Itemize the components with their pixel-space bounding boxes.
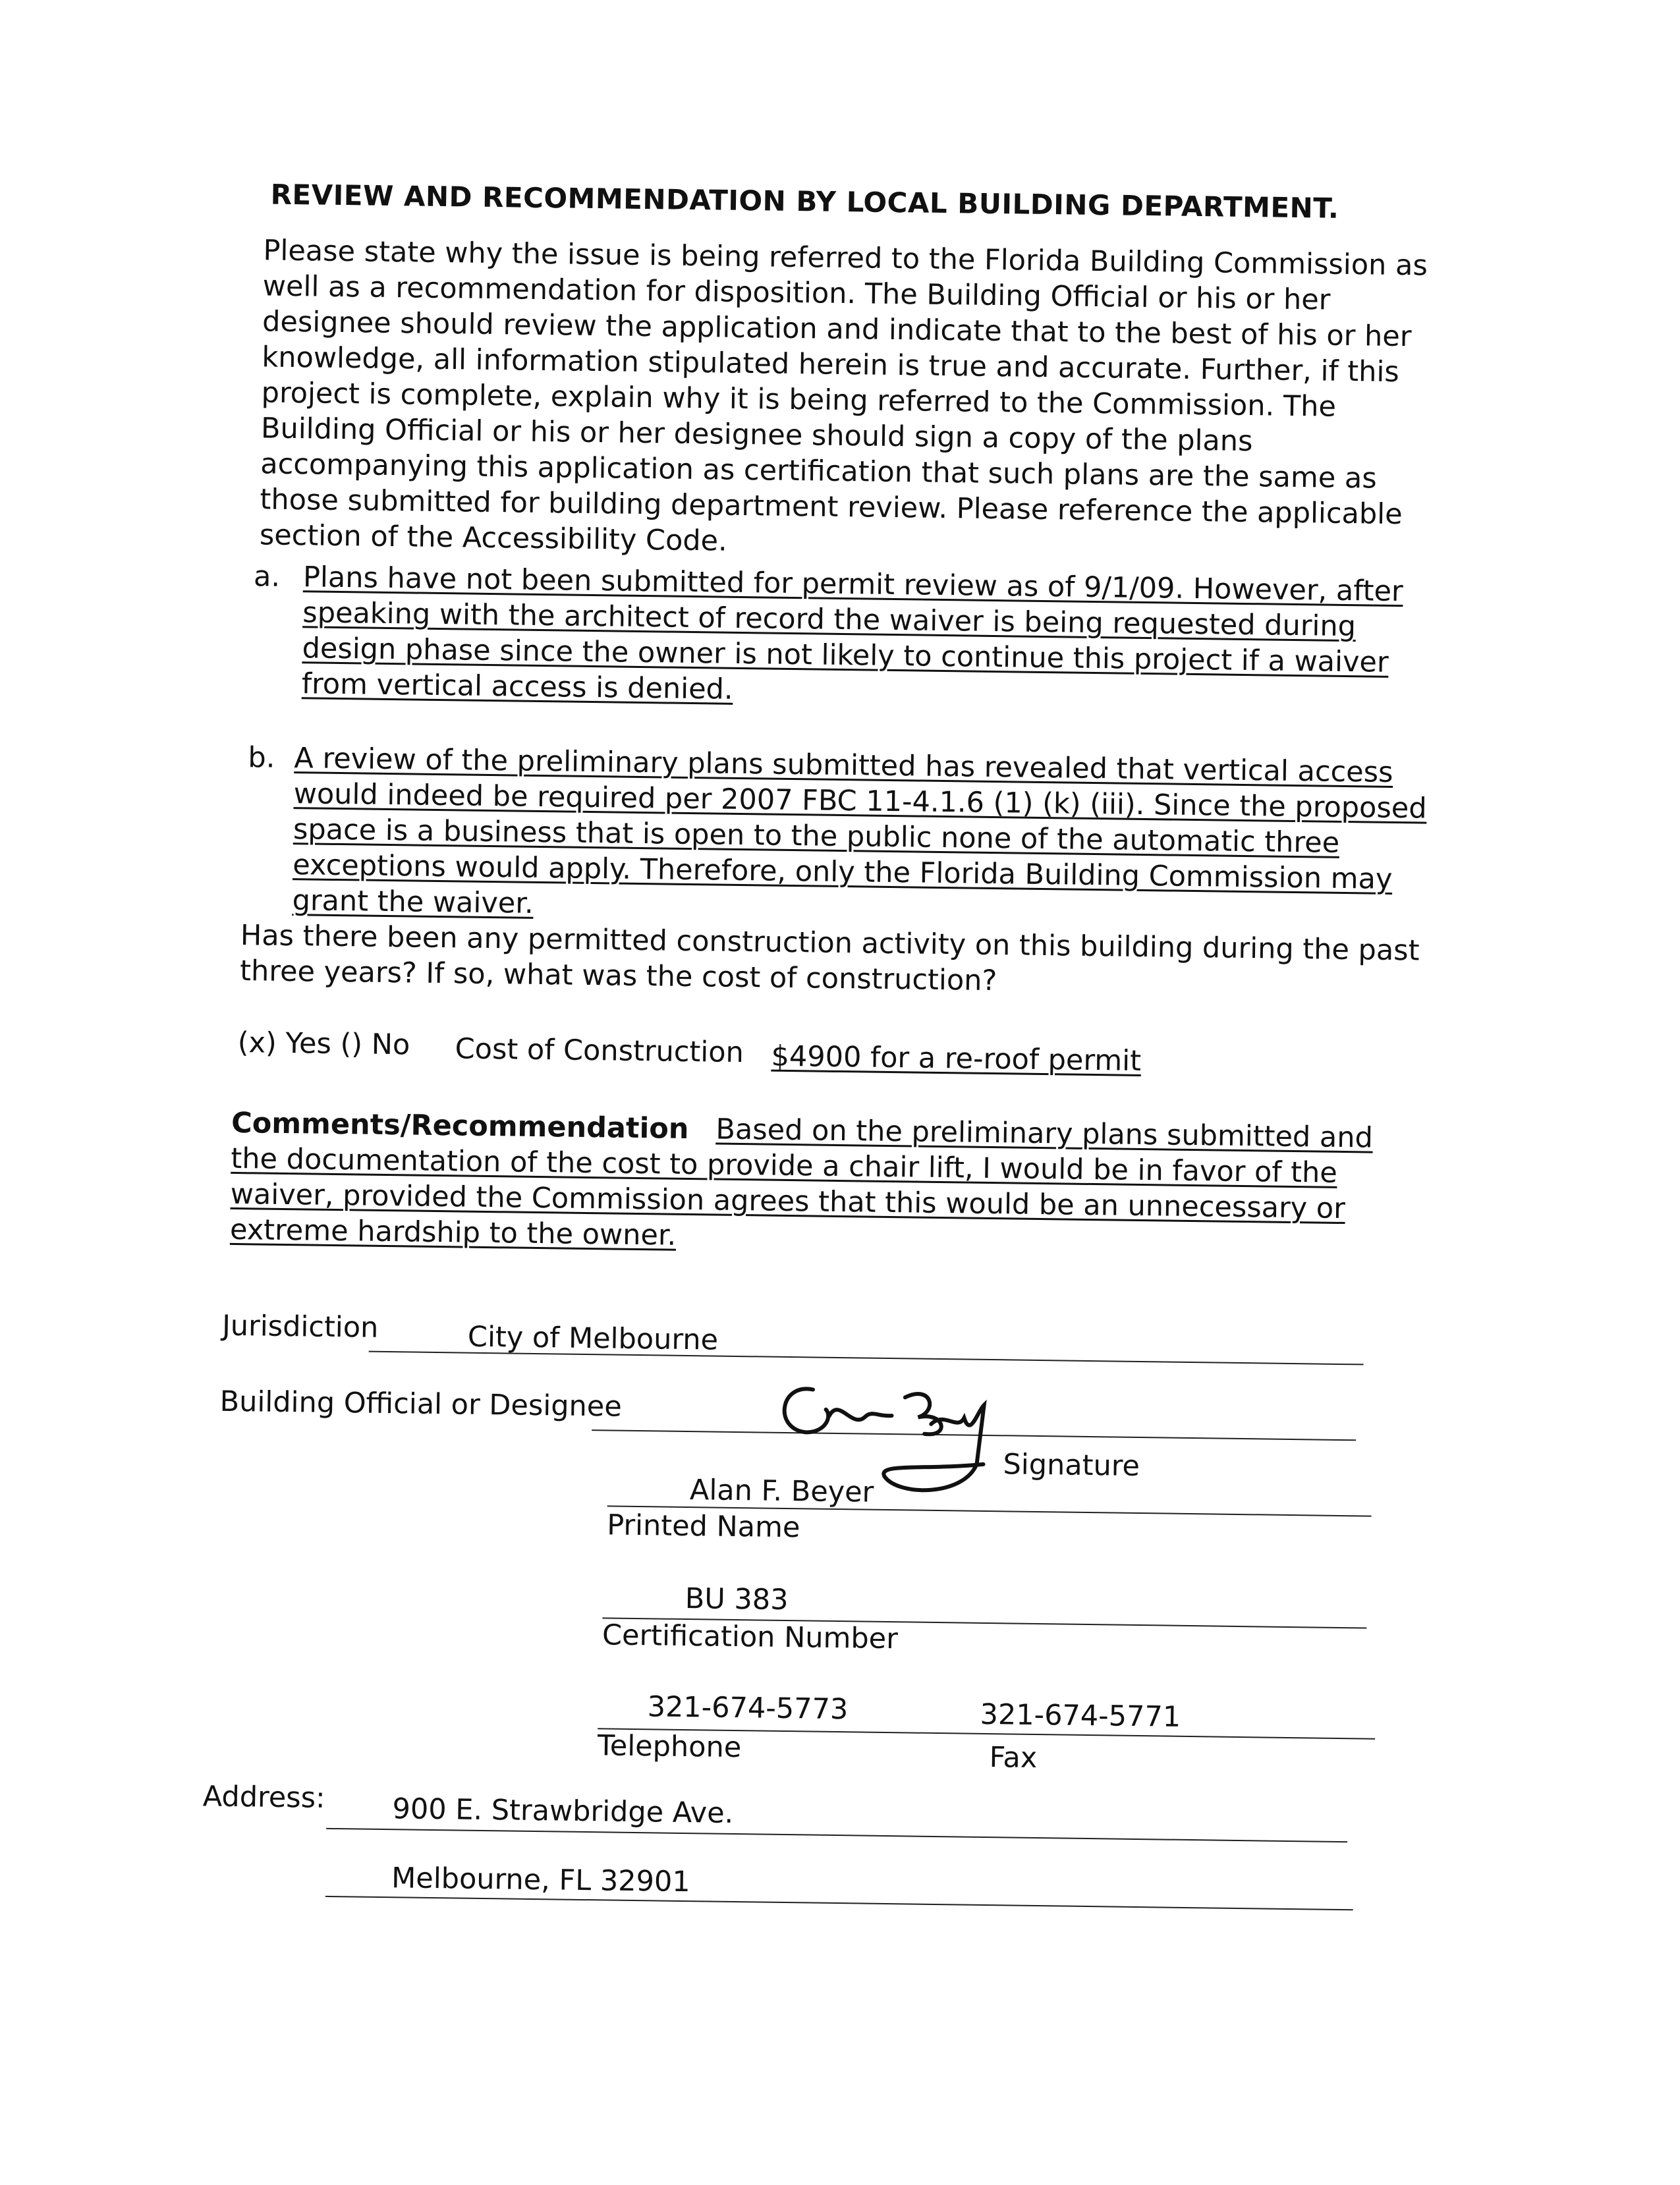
address-line1: 900 E. Strawbridge Ave. xyxy=(392,1792,734,1830)
telephone-value: 321-674-5773 xyxy=(647,1690,849,1727)
certification-value: BU 383 xyxy=(685,1582,789,1617)
cost-label: Cost of Construction xyxy=(455,1032,744,1070)
printed-name-value: Alan F. Beyer xyxy=(689,1474,874,1509)
signature-label: Signature xyxy=(1003,1448,1140,1483)
item-b-marker: b. xyxy=(248,741,275,775)
jurisdiction-label: Jurisdiction xyxy=(221,1309,379,1344)
item-a-marker: a. xyxy=(253,560,281,594)
item-b-text: A review of the preliminary plans submitted has revealed that vertical access would indeed be required per 2007 FBC 11-4.1.6 (1) (k) (iii). Since the proposed space is a business that is open to the public none of the automatic three exceptions would apply. Therefore, only the Florida Building Commission may grant the waiver. xyxy=(292,742,1427,920)
cost-value: $4900 for a re-roof permit xyxy=(771,1039,1142,1078)
yes-no-selection: (x) Yes () No xyxy=(237,1026,410,1062)
jurisdiction-value: City of Melbourne xyxy=(467,1320,719,1357)
item-a-text: Plans have not been submitted for permit review as of 9/1/09. However, after speaking with the architect of record the waiver is being requested during design phase since the owner is not likely to continue this project if a waiver from vertical access is denied. xyxy=(301,561,1404,706)
section-title: REVIEW AND RECOMMENDATION BY LOCAL BUILDING DEPARTMENT. xyxy=(270,178,1339,225)
official-label: Building Official or Designee xyxy=(219,1385,623,1424)
address-label: Address: xyxy=(202,1780,325,1815)
instructions-paragraph: Please state why the issue is being referred to the Florida Building Commission as well as a recommendation for disposition. The Building Official or his or her designee should review the application and indicate that to the best of his or her knowledge, all information stipulated herein is true and accurate. Further, if this project is complete, explain why it is being referred to the Commission. The Building Official or his or her designee should sign a copy of the plans accompanying this application as certification that such plans are the same as those submitted for building department review. Please reference the applicable section of the Accessibility Code. xyxy=(259,234,1428,558)
comments-label: Comments/Recommendation xyxy=(231,1106,689,1146)
printed-name-label: Printed Name xyxy=(606,1508,800,1545)
address-line2: Melbourne, FL 32901 xyxy=(391,1862,690,1899)
certification-label: Certification Number xyxy=(602,1618,899,1656)
comments-value: Based on the preliminary plans submitted and the documentation of the cost to provide a chair lift, I would be in favor of the waiver, provided the Commission agrees that this would be an unnecessary or extreme hardship to the owner. xyxy=(229,1113,1374,1252)
telephone-label: Telephone xyxy=(597,1729,742,1765)
fax-value: 321-674-5771 xyxy=(980,1698,1181,1734)
comments-block xyxy=(230,1105,1418,1263)
fax-label: Fax xyxy=(989,1741,1038,1775)
address-line2-rule xyxy=(325,1896,1353,1910)
address-line1-rule xyxy=(326,1828,1347,1842)
construction-question: Has there been any permitted construction activity on this building during the past three years? If so, what was the cost of construction? xyxy=(239,919,1420,998)
